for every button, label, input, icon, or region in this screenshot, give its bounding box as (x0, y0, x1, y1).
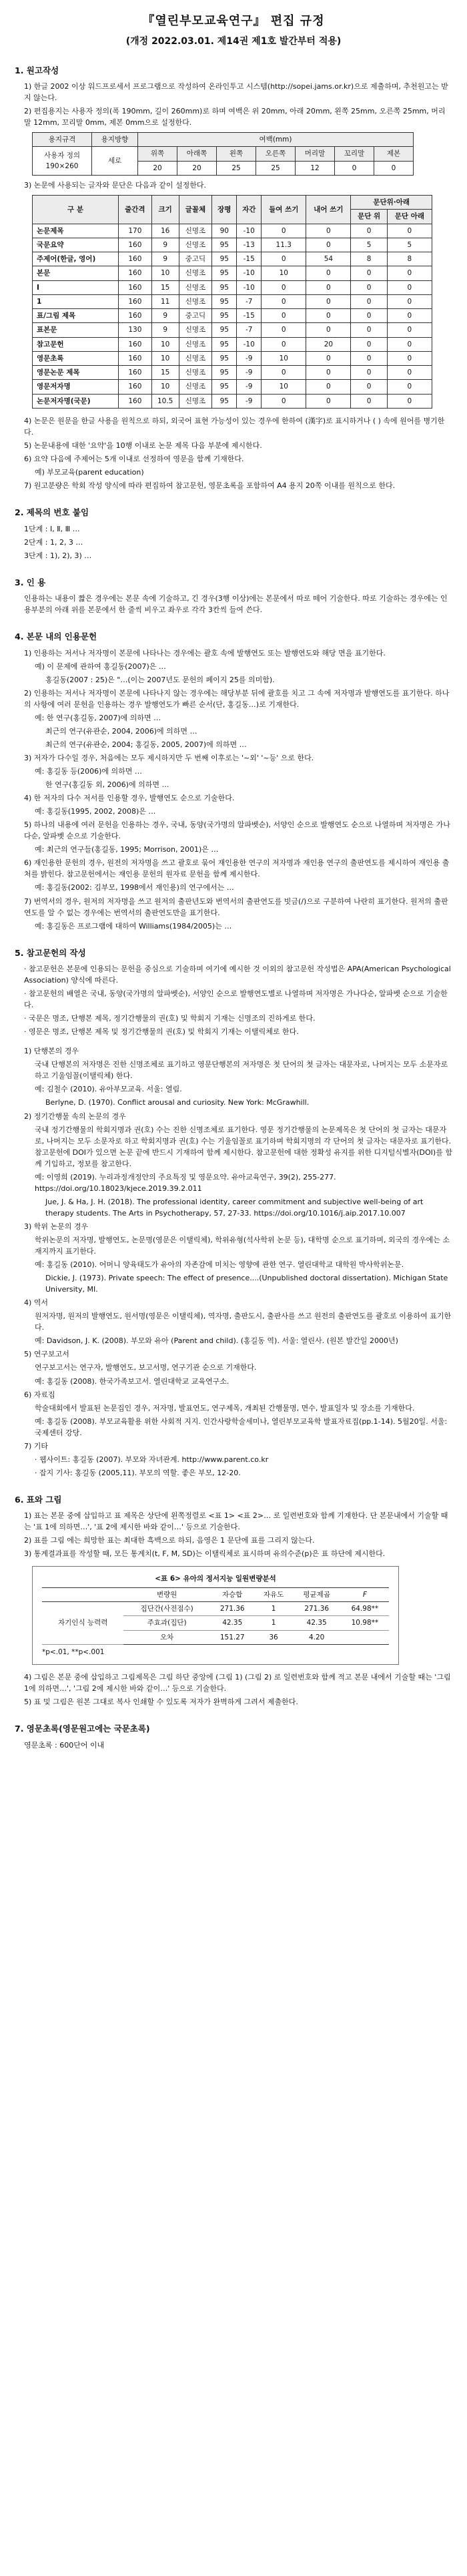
s5-item-5: 5) 연구보고서 (24, 1350, 69, 1359)
style-row-label: 1 (33, 294, 119, 308)
ex-cell: 64.98** (341, 1601, 389, 1615)
style-row-value: -9 (237, 380, 262, 394)
style-row-label: 표/그림 제목 (33, 309, 119, 323)
style-row (33, 238, 432, 252)
paper-layout-table (32, 132, 414, 176)
style-row-value: -10 (237, 266, 262, 280)
style-row-value: 160 (119, 366, 152, 380)
style-row-value: -13 (237, 238, 262, 252)
layout-col: 머리말 (296, 147, 335, 161)
s5-item-2: 2) 정기간행물 속의 논문의 경우 (24, 1111, 126, 1121)
style-row-value: 0 (351, 366, 387, 380)
s5-item-7-magazine: · 잡지 기사: 홍길동 (2005,11). 부모의 역할. 좋은 부모, 12-20. (35, 1468, 241, 1477)
ex-cell: 10.98** (341, 1616, 389, 1630)
ex-head: F (341, 1587, 389, 1601)
style-row-label: 영문저자명 (33, 380, 119, 394)
style-row-value: 0 (387, 351, 432, 365)
style-row-value: 0 (306, 266, 351, 280)
ex-cell: 1 (254, 1616, 292, 1630)
s5-item-4: 4) 역서 (24, 1298, 49, 1308)
style-head-linespacing: 줄간격 (119, 195, 152, 224)
style-row-value: 90 (212, 224, 237, 238)
style-row-value: 9 (151, 323, 179, 337)
style-row-value: 160 (119, 309, 152, 323)
ex-head: 자승합 (210, 1587, 255, 1601)
style-row-value: 0 (306, 351, 351, 365)
s1-p2: 2) 편집용지는 사용자 정의(폭 190mm, 길이 260mm)로 하며 여백은 위 20mm, 아래 20mm, 왼쪽 25mm, 오른쪽 25mm, 머리말 12mm, 꼬리말 0mm, 제본 0mm으로 설정한다. (24, 107, 446, 127)
ex-cell: 주효과(집단) (123, 1616, 210, 1630)
style-row-label: 국문요약 (33, 238, 119, 252)
s1-p6-example: 예) 부모교육(parent education) (35, 468, 144, 477)
style-row-value: 10 (151, 351, 179, 365)
s5-item-5-example: 예: 홍길동 (2008). 한국가족보고서. 열린대학교 교육연구소. (35, 1376, 229, 1386)
style-row-value: 170 (119, 224, 152, 238)
style-row-value: 0 (387, 294, 432, 308)
style-row-value: 신명조 (179, 366, 212, 380)
style-row-value: 0 (262, 252, 306, 266)
s6-p4: 4) 그림은 본문 중에 삽입하고 그림제목은 그림 하단 중앙에 (그림 1) (그림 2) 로 일련번호와 함께 적고 본문 내에서 기술할 때는 '그림 1에 의하면…', '그림 2에 제시한 바와 같이…' 등으로 기술한다. (24, 1673, 451, 1694)
style-row (33, 380, 432, 394)
style-row-label: 주제어(한글, 영어) (33, 252, 119, 266)
style-row-value: 160 (119, 394, 152, 408)
section-1-heading: 1. 원고작성 (15, 65, 59, 75)
section-2-heading: 2. 제목의 번호 붙임 (15, 507, 89, 518)
style-row-value: -7 (237, 294, 262, 308)
style-row-value: -10 (237, 337, 262, 351)
s6-p2: 2) 표를 그림 에는 희망한 표는 최대한 흑백으로 하되, 음영은 1 문단에 표를 그리지 않는다. (24, 1536, 315, 1545)
section-3-heading: 3. 인 용 (15, 577, 46, 587)
style-row-value: 10 (151, 337, 179, 351)
style-row-value: 신명조 (179, 266, 212, 280)
layout-col: 위쪽 (138, 147, 177, 161)
style-row-value: 0 (306, 394, 351, 408)
style-row-value: 0 (387, 323, 432, 337)
style-row-value: 신명조 (179, 337, 212, 351)
s5-item-1-example: Berlyne, D. (1970). Conflict arousal and curiosity. New York: McGrawhill. (45, 1098, 310, 1107)
style-head-font: 글꼴체 (179, 195, 212, 224)
style-row-value: 130 (119, 323, 152, 337)
style-row-value: 신명조 (179, 224, 212, 238)
style-head-spacing: 자간 (237, 195, 262, 224)
style-row-value: 신명조 (179, 280, 212, 294)
style-row-value: 95 (212, 380, 237, 394)
style-table-body (33, 224, 432, 408)
style-row-value: 95 (212, 294, 237, 308)
style-row-value: -10 (237, 224, 262, 238)
s5-bullet: · 국문은 명조, 단행본 제목, 정기간행물의 권(호) 및 학회지 기재는 신명조의 진하게로 한다. (24, 1014, 316, 1023)
style-row-label: 영문초록 (33, 351, 119, 365)
example-table-title: <표 6> 유아의 정서지능 일원변량분석 (155, 1575, 276, 1583)
style-head-para-top: 문단 위 (351, 210, 387, 224)
style-row-value: 95 (212, 337, 237, 351)
style-row-value: 8 (351, 252, 387, 266)
style-row-value: 0 (262, 337, 306, 351)
s2-level-2: 2단계 : 1, 2, 3 … (24, 537, 83, 547)
layout-val: 25 (217, 161, 256, 175)
style-row-value: 0 (262, 323, 306, 337)
style-row (33, 394, 432, 408)
layout-paper: 사용자 정의 190×260 (33, 147, 92, 176)
style-row-value: 5 (351, 238, 387, 252)
s5-item-3-example: 예: 홍길동 (2010). 어머니 양육태도가 유아의 자존감에 미치는 영향에 관한 연구. 열린대학교 대학원 박사학위논문. (35, 1260, 404, 1270)
s4-p3-example: 한 연구(홍길동 외, 2006)에 의하면 … (45, 780, 169, 790)
style-head-category: 구 분 (33, 195, 119, 224)
style-row-value: 95 (212, 252, 237, 266)
style-row-value: 95 (212, 266, 237, 280)
style-row-value: 160 (119, 238, 152, 252)
layout-val: 0 (335, 161, 374, 175)
s5-item-2-example: Jue, J. & Ha, J. H. (2018). The professional identity, career commitment and subjective well-being of art therapy students. The Arts in Psychotherapy, 57, 27-33. https://doi.org/10.1016/j.aip.2017.10.007 (45, 1197, 424, 1218)
style-head-size: 크기 (151, 195, 179, 224)
section-5-heading: 5. 참고문헌의 작성 (15, 947, 86, 958)
style-row-value: 0 (262, 224, 306, 238)
style-row (33, 309, 432, 323)
example-table-note: *p<.01, **p<.001 (42, 1647, 105, 1656)
style-row-value: 160 (119, 351, 152, 365)
ex-cell: 1 (254, 1601, 292, 1615)
style-row-value: 9 (151, 309, 179, 323)
style-row-value: 160 (119, 280, 152, 294)
s1-p4: 4) 논문은 원문을 한글 사용을 원칙으로 하되, 외국어 표현 가능성이 있는 경우에 한하여 (漢字)로 표시하거나 ( ) 속에 원어를 병기한다. (24, 416, 445, 437)
s4-p3-example: 예: 홍길동 등(2006)에 의하면 … (35, 767, 142, 776)
document-subtitle: (개정 2022.03.01. 제14권 제1호 발간부터 적용) (125, 35, 342, 47)
ex-cell: 집단간(사전점수) (123, 1601, 210, 1615)
s5-item-3-example: Dickie, J. (1973). Private speech: The effect of presence....(Unpublished doctoral dissertation). Michigan State University, MI. (45, 1274, 448, 1294)
s5-item-2-desc: 국내 정기간행물의 학회지명과 권(호) 수는 진한 신명조체로 표기한다. 영문 정기간행물의 논문제목은 첫 단어의 첫 글자는 대문자로, 나머지는 모두 소문자로 하고 학회지명과 권(호) 수는 기울임꼴로 표기하며 학회지명의 각 단어의 첫 글자는 대문자로 표기한다. 참고문헌에 DOI가 있으면 논문 끝에 반드시 기재하여 함께 제시한다. 참고문헌에 대한 정확성 유지를 위한 디지털식별자(DOI)를 함께 기입하고, 정보를 참고한다. (35, 1125, 452, 1168)
ex-head (42, 1587, 123, 1601)
layout-val: 20 (138, 161, 177, 175)
style-row-value: 신명조 (179, 394, 212, 408)
ex-cell: 271.36 (293, 1601, 341, 1615)
style-row-value: 신명조 (179, 238, 212, 252)
style-row-value: 5 (387, 238, 432, 252)
style-row-value: 신명조 (179, 351, 212, 365)
style-row-value: 중고딕 (179, 252, 212, 266)
style-row-value: 0 (306, 380, 351, 394)
s5-item-1: 1) 단행본의 경우 (24, 1047, 79, 1056)
style-row-value: 0 (351, 394, 387, 408)
layout-val: 12 (296, 161, 335, 175)
style-row-value: 95 (212, 280, 237, 294)
ex-cell: 36 (254, 1630, 292, 1644)
layout-col: 왼쪽 (217, 147, 256, 161)
s4-p2-example: 최근의 연구(유관순, 2004, 2006)에 의하면 … (45, 726, 197, 736)
style-row (33, 266, 432, 280)
style-row-value: 95 (212, 366, 237, 380)
style-row-value: 0 (351, 266, 387, 280)
style-row-value: -7 (237, 323, 262, 337)
s4-p6: 6) 재인용한 문헌의 경우, 원전의 저자명을 쓰고 괄호로 묶어 재인용한 연구의 저자명과 재인용 연구의 출판연도를 제시하여 재인용 출처를 밝힌다. 참고문헌에서는 재인용 문헌의 원자료 문헌을 함께 제시한다. (24, 858, 450, 879)
s1-p6: 6) 요약 다음에 주제어는 5개 이내로 선정하여 영문을 함께 기재한다. (24, 455, 244, 464)
s4-p1-example: 예) 이 문제에 관하여 홍길동(2007)은 … (35, 662, 166, 671)
layout-head-direction: 용지방향 (92, 133, 138, 147)
ex-cell: 오차 (123, 1630, 210, 1644)
style-row (33, 337, 432, 351)
style-row-value: 15 (151, 366, 179, 380)
s3-p: 인용하는 내용이 짧은 경우에는 본문 속에 기술하고, 긴 경우(3행 이상)에는 본문에서 따로 떼어 기술한다. 따로 기술하는 경우에는 인용부분의 아래 위를 본문에서 한 줄씩 비우고 좌우로 각각 3칸씩 들여 쓴다. (24, 594, 448, 615)
style-row-value: 0 (351, 294, 387, 308)
style-row-value: 95 (212, 309, 237, 323)
style-row-value: 0 (351, 380, 387, 394)
s5-item-1-desc: 국내 단행본의 저자명은 진한 신명조체로 표기하고 영문단행본의 저자명은 첫 단어의 첫 글자는 대문자로, 나머지는 모두 소문자로 하고 기울임꼴(이탤릭체) 한다. (35, 1060, 448, 1081)
layout-col: 아래쪽 (177, 147, 217, 161)
style-row-value: 0 (351, 309, 387, 323)
s4-p2-example: 예: 한 연구(홍길동, 2007)에 의하면 … (35, 713, 161, 722)
style-row-value: 160 (119, 337, 152, 351)
ex-head: 평균제곱 (293, 1587, 341, 1601)
layout-val: 20 (177, 161, 217, 175)
style-row-value: 54 (306, 252, 351, 266)
style-row-value: -15 (237, 252, 262, 266)
example-anova-table-box (32, 1566, 399, 1665)
s5-item-7: 7) 기타 (24, 1441, 49, 1451)
style-row-value: 10.5 (151, 394, 179, 408)
style-row-value: 0 (387, 380, 432, 394)
style-row-value: 11 (151, 294, 179, 308)
style-row-value: 9 (151, 252, 179, 266)
s5-item-2-example: 예: 이영희 (2019). 누리과정개정안의 주요특징 및 영문요약. 유아교육연구, 39(2), 255-277. https://doi.org/10.18023/kjece.2019.39.2.011 (35, 1172, 336, 1193)
ex-cell: 4.20 (293, 1630, 341, 1644)
style-row-value: 신명조 (179, 380, 212, 394)
layout-col: 제본 (374, 147, 414, 161)
style-row-value: 0 (262, 294, 306, 308)
style-row-label: 논문제목 (33, 224, 119, 238)
s4-p7-example: 예: 홍길동은 프로그램에 대하여 Williams(1984/2005)는 … (35, 921, 232, 931)
style-head-para: 문단위·아래 (351, 195, 432, 209)
style-row-value: 8 (387, 252, 432, 266)
s4-p5-example: 예: 최근의 연구들(홍길동, 1995; Morrison, 2001)은 … (35, 845, 219, 854)
s4-p2-example: 최근의 연구(유관순, 2004; 홍길동, 2005, 2007)에 의하면 … (45, 740, 247, 749)
style-row-value: 0 (306, 238, 351, 252)
style-row-label: 본문 (33, 266, 119, 280)
style-row-value: 160 (119, 266, 152, 280)
s7-p1: 영문초록 : 600단어 이내 (24, 1740, 105, 1750)
style-row-value: 95 (212, 323, 237, 337)
style-row-label: 표본문 (33, 323, 119, 337)
style-row-label: 영문논문 제목 (33, 366, 119, 380)
s2-level-3: 3단계 : 1), 2), 3) … (24, 551, 92, 560)
style-row-value: 0 (387, 366, 432, 380)
style-row-value: 0 (387, 266, 432, 280)
style-row-value: 0 (351, 351, 387, 365)
style-row-value: 0 (351, 337, 387, 351)
s6-p1: 1) 표는 본문 중에 삽입하고 표 제목은 상단에 왼쪽정렬로 <표 1> <표 2>… 로 일련번호와 함께 기재한다. 단 본문내에서 기술할 때는 '표 1에 의하면…', '표 2에 제시한 바와 같이…' 등으로 기술한다. (24, 1511, 448, 1532)
style-row-value: 중고딕 (179, 309, 212, 323)
style-row-value: 0 (262, 394, 306, 408)
style-row (33, 280, 432, 294)
s4-p4-example: 예: 홍길동(1995, 2002, 2008)은 … (35, 807, 156, 816)
style-row-label: 논문저자명(국문) (33, 394, 119, 408)
style-row (33, 294, 432, 308)
style-row-value: 16 (151, 224, 179, 238)
style-row-value: 0 (351, 323, 387, 337)
style-row-value: 95 (212, 238, 237, 252)
ex-cell: 42.35 (210, 1616, 255, 1630)
style-head-outdent: 내어 쓰기 (306, 195, 351, 224)
s1-p1: 1) 한글 2002 이상 워드프로세서 프로그램으로 작성하여 온라인투고 시스템(http://sopei.jams.or.kr)으로 제출하며, 추천원고는 받지 않는다. (24, 81, 448, 102)
style-head-width: 장평 (212, 195, 237, 224)
style-row-value: 신명조 (179, 294, 212, 308)
style-row-value: 160 (119, 294, 152, 308)
document-body (0, 64, 467, 1751)
layout-col: 꼬리말 (335, 147, 374, 161)
s1-p7: 7) 원고분량은 학회 작성 양식에 따라 편집하여 참고문헌, 영문초록을 포함하여 A4 용지 20쪽 이내를 원칙으로 한다. (24, 481, 396, 491)
ex-cell: 271.36 (210, 1601, 255, 1615)
s4-p1: 1) 인용하는 저서나 저자명이 본문에 나타나는 경우에는 괄호 속에 발행연도 또는 발행연도와 해당 면을 표기한다. (24, 648, 386, 658)
style-row (33, 224, 432, 238)
style-row-value: 0 (306, 294, 351, 308)
example-anova-table (42, 1587, 389, 1645)
style-row-value: 0 (306, 280, 351, 294)
s5-item-3: 3) 학위 논문의 경우 (24, 1222, 89, 1231)
style-row-value: 10 (262, 266, 306, 280)
s6-p3: 3) 통계결과표를 작성할 때, 모든 통계치(t, F, M, SD)는 이탤릭체로 표시하며 유의수준(p)은 표 하단에 제시한다. (24, 1549, 386, 1559)
layout-head-margin: 여백(mm) (138, 133, 414, 147)
s5-bullet: · 참고문헌은 본문에 인용되는 문헌을 중심으로 기술하며 여기에 예시한 것 이외의 참고문헌 작성법은 APA(American Psychological Association) 양식에 따른다. (24, 965, 451, 985)
style-row-value: 95 (212, 351, 237, 365)
s5-item-6: 6) 자료집 (24, 1390, 55, 1399)
style-row-value: 0 (306, 366, 351, 380)
style-row-value: -9 (237, 394, 262, 408)
section-7-heading: 7. 영문초록(영문원고에는 국문초록) (15, 1724, 150, 1734)
style-row-value: 신명조 (179, 323, 212, 337)
style-row-value: 10 (151, 380, 179, 394)
style-row-value: 0 (351, 280, 387, 294)
s5-bullet: · 영문은 명조, 단행본 제목 및 정기간행물의 권(호) 및 학회지 기재는 이탤릭체로 한다. (24, 1027, 299, 1037)
style-row-value: 0 (351, 224, 387, 238)
style-row-label: 참고문헌 (33, 337, 119, 351)
style-row-value: -10 (237, 280, 262, 294)
s2-level-1: 1단계 : Ⅰ, Ⅱ, Ⅲ … (24, 524, 80, 533)
style-row-value: 0 (262, 280, 306, 294)
s5-item-6-example: 예: 홍길동 (2008). 부모교육활용 위한 사회적 지지. 인간사랑학술세미나, 열린부모교육학 발표자료집(pp.1-14). 5월20일. 서울: 국제센터 강당. (35, 1416, 448, 1437)
style-row-value: 160 (119, 380, 152, 394)
style-row-value: 0 (306, 224, 351, 238)
ex-head: 변량원 (123, 1587, 210, 1601)
s4-p3: 3) 저자가 다수일 경우, 처음에는 모두 제시하지만 두 번째 이후로는 '~외' '~등' 으로 한다. (24, 753, 314, 762)
style-row-value: 15 (151, 280, 179, 294)
text-style-table (32, 195, 432, 409)
section-6-heading: 6. 표와 그림 (15, 1494, 62, 1505)
style-row-value: 20 (306, 337, 351, 351)
ex-cell: 151.27 (210, 1630, 255, 1644)
style-row-value: 95 (212, 394, 237, 408)
ex-head: 자유도 (254, 1587, 292, 1601)
s4-p5: 5) 하나의 내용에 여러 문헌을 인용하는 경우, 국내, 동양(국가명의 알파벳순), 서양인 순으로 발행연도 순으로 나열하며 저자명은 가나다순, 알파벳 순으로 기술한다. (24, 820, 450, 841)
style-head-indent: 들여 쓰기 (262, 195, 306, 224)
s5-bullet: · 참고문헌의 배열은 국내, 동양(국가명의 알파벳순), 서양인 순으로 발행연도별로 나열하며 저자명은 가나다순, 알파벳 순으로 기술한다. (24, 989, 448, 1010)
style-row-value: 0 (306, 323, 351, 337)
layout-direction: 세로 (92, 147, 138, 176)
document-header (0, 0, 467, 49)
style-row-value: -9 (237, 351, 262, 365)
s6-p5: 5) 표 및 그림은 원본 그대로 복사 인쇄할 수 있도록 저자가 완벽하게 그려서 제출한다. (24, 1698, 298, 1707)
style-row-value: 9 (151, 238, 179, 252)
style-row-value: 10 (262, 380, 306, 394)
s4-p6-example: 예: 홍길동(2002: 김부모, 1998에서 재인용)의 연구에서는 … (35, 883, 234, 892)
style-row-value: 0 (387, 309, 432, 323)
style-row-value: -9 (237, 366, 262, 380)
style-row-value: 0 (306, 309, 351, 323)
style-row-value: 11.3 (262, 238, 306, 252)
style-row (33, 366, 432, 380)
s4-p2: 2) 인용하는 저서나 저자명이 본문에 나타나지 않는 경우에는 해당부분 뒤에 괄호를 치고 그 속에 저자명과 발행연도를 표기한다. 하나의 사항에 여러 문헌을 인용하는 경우 발행연도가 빠른 순서(단, 홍길동…)로 기재한다. (24, 688, 450, 709)
layout-val: 25 (256, 161, 296, 175)
style-row (33, 252, 432, 266)
s1-p3: 3) 논문에 사용되는 글자와 문단은 다음과 같이 설정한다. (24, 180, 207, 190)
style-row-value: 0 (387, 280, 432, 294)
style-row-value: 0 (387, 337, 432, 351)
ex-cell (341, 1630, 389, 1644)
style-row-value: 0 (387, 394, 432, 408)
style-row-value: 0 (262, 309, 306, 323)
style-row (33, 351, 432, 365)
style-row-value: 10 (151, 266, 179, 280)
style-row-label: Ⅰ (33, 280, 119, 294)
s5-item-4-example: 예: Davidson, J. K. (2008). 부모와 유아 (Parent and child). (홍길동 역). 서울: 열린사. (원본 발간일 2000년) (35, 1336, 398, 1346)
s4-p4: 4) 한 저자의 다수 저서를 인용할 경우, 발행연도 순으로 기술한다. (24, 794, 235, 803)
layout-col: 오른쪽 (256, 147, 296, 161)
style-row-value: 10 (262, 351, 306, 365)
s4-p7: 7) 번역서의 경우, 원저의 저자명을 쓰고 원저의 출판년도와 번역서의 출판연도를 빗금(/)으로 구분하여 나란히 표기한다. 원저의 출판연도를 알 수 없는 경우에는 번역서의 출판연도만을 표기한다. (24, 896, 448, 917)
section-4-heading: 4. 본문 내의 인용문헌 (15, 631, 97, 642)
style-row-value: -15 (237, 309, 262, 323)
s5-item-1-example: 예: 김철수 (2010). 유아부모교육. 서울: 열림. (35, 1085, 182, 1094)
s4-p1-example: 홍길동(2007 : 25)은 "…(이는 2007년도 문헌의 페이지 25를 의미함). (45, 675, 275, 684)
s5-item-6-desc: 학술대회에서 발표된 논문집인 경우, 저자명, 발표연도, 연구제목, 개최된 간행물명, 면수, 발표일자 및 장소를 기재한다. (35, 1403, 415, 1412)
s1-p5: 5) 논문내용에 대한 '요약'을 10행 이내로 논문 제목 다음 부분에 제시한다. (24, 441, 262, 451)
layout-val: 0 (374, 161, 414, 175)
style-row-value: 0 (262, 366, 306, 380)
style-row (33, 323, 432, 337)
s5-item-4-desc: 원저자명, 원저의 발행연도, 원서명(영문은 이탤릭체), 역자명, 출판도시, 출판사를 쓰고 원전의 출판연도를 괄호로 이용하여 표기한다. (35, 1312, 452, 1332)
ex-cell: 자기인식 능력력 (42, 1601, 123, 1644)
s5-item-5-desc: 연구보고서는 연구자, 발행연도, 보고서명, 연구기관 순으로 기재한다. (35, 1363, 257, 1372)
document-title: 『열린부모교육연구』 편집 규정 (142, 14, 325, 28)
style-row-value: 160 (119, 252, 152, 266)
style-head-para-bottom: 문단 아래 (387, 210, 432, 224)
s5-item-7-web: · 웹사이트: 홍길동 (2007). 부모와 자녀관계. http://www.parent.co.kr (35, 1455, 269, 1464)
layout-head-paper: 용지규격 (33, 133, 92, 147)
style-row-value: 0 (387, 224, 432, 238)
s5-item-3-desc: 학위논문의 저자명, 발행연도, 논문명(영문은 이탤릭체), 학위유형(석사학위 논문 등), 대학명 순으로 표기하며, 외국의 경우에는 소재지까지 표기한다. (35, 1236, 450, 1256)
ex-cell: 42.35 (293, 1616, 341, 1630)
